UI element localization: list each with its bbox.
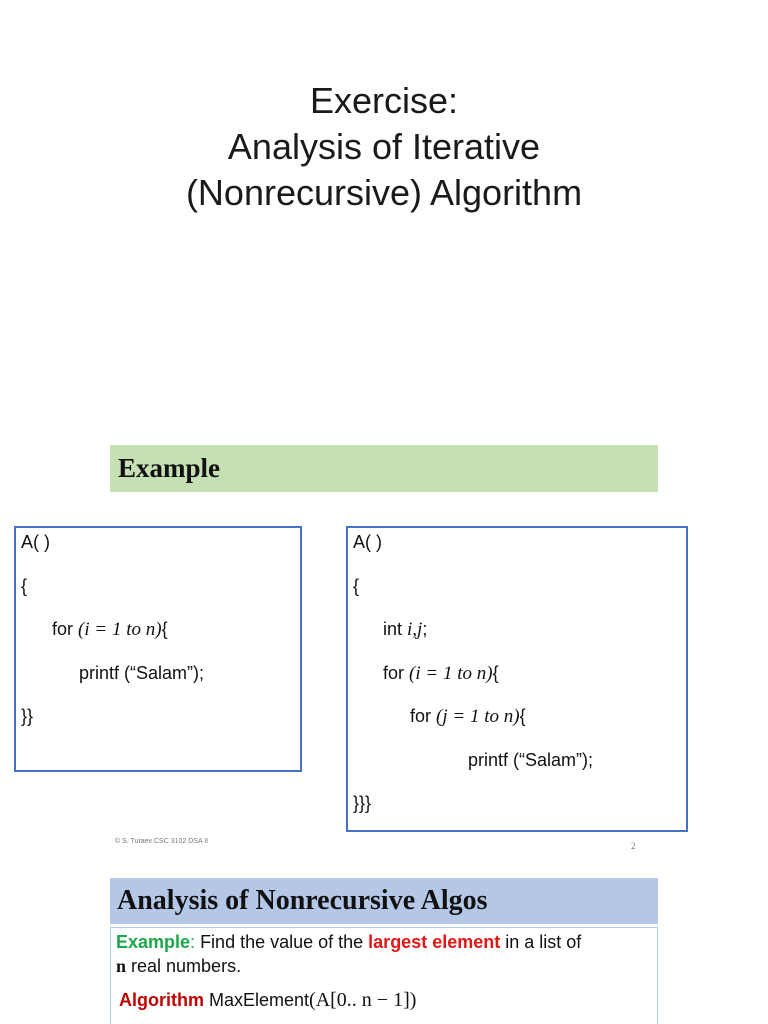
- algorithm-label: Algorithm: [119, 990, 204, 1010]
- code-line-printf: printf (“Salam”);: [79, 663, 205, 683]
- algorithm-args: (A[0.. n − 1]): [309, 989, 417, 1011]
- code-text: for: [383, 663, 410, 683]
- algorithm-signature: [119, 989, 416, 1011]
- statement-text: in a list of: [500, 932, 582, 952]
- title-line-1: Exercise:: [309, 80, 459, 121]
- slide-title: [0, 78, 768, 216]
- example-header-bar: [110, 445, 658, 492]
- slide-footer-copyright: © S. Turaev CSC 3102 DSA II: [115, 838, 209, 845]
- code-line-for: [52, 618, 168, 641]
- title-line-3: (Nonrecursive) Algorithm: [185, 172, 583, 213]
- code-line: }}}: [353, 793, 372, 813]
- code-text: {: [519, 706, 526, 726]
- code-line-int: [383, 618, 427, 641]
- example-colon: :: [190, 932, 196, 952]
- example-header-text: Example: [118, 453, 221, 483]
- code-line-for-outer: [383, 662, 499, 685]
- statement-text: real numbers.: [126, 956, 242, 976]
- code-line-printf: printf (“Salam”);: [468, 750, 594, 770]
- code-box-single-loop: [14, 526, 302, 772]
- n-symbol: n: [116, 956, 127, 976]
- math-expression: i,j: [407, 619, 423, 640]
- code-line: }}: [21, 706, 34, 726]
- example-statement-line-1: [116, 931, 581, 953]
- code-line: {: [353, 576, 360, 596]
- math-expression: (i = 1 to n): [78, 619, 162, 640]
- analysis-header-bar: [110, 878, 658, 924]
- title-line-2: Analysis of Iterative: [227, 126, 541, 167]
- code-box-nested-loop: [346, 526, 688, 832]
- code-text: int: [383, 619, 408, 639]
- code-text: {: [492, 663, 499, 683]
- code-line-for-inner: [410, 705, 526, 728]
- math-expression: (j = 1 to n): [436, 706, 520, 727]
- algorithm-name: MaxElement: [204, 990, 310, 1010]
- math-expression: (i = 1 to n): [409, 663, 493, 684]
- largest-element-highlight: largest element: [368, 932, 501, 952]
- code-line: {: [21, 576, 28, 596]
- analysis-header-text: Analysis of Nonrecursive Algos: [117, 885, 488, 916]
- code-line: A( ): [353, 532, 382, 552]
- code-text: for: [52, 619, 79, 639]
- statement-text: Find the value of the: [195, 932, 369, 952]
- code-text: for: [410, 706, 437, 726]
- code-line: A( ): [21, 532, 50, 552]
- example-statement-line-2: [116, 955, 241, 977]
- example-label: Example: [116, 932, 191, 952]
- slide-page-number: 2: [631, 841, 636, 851]
- code-text: {: [161, 619, 168, 639]
- code-text: ;: [422, 619, 428, 639]
